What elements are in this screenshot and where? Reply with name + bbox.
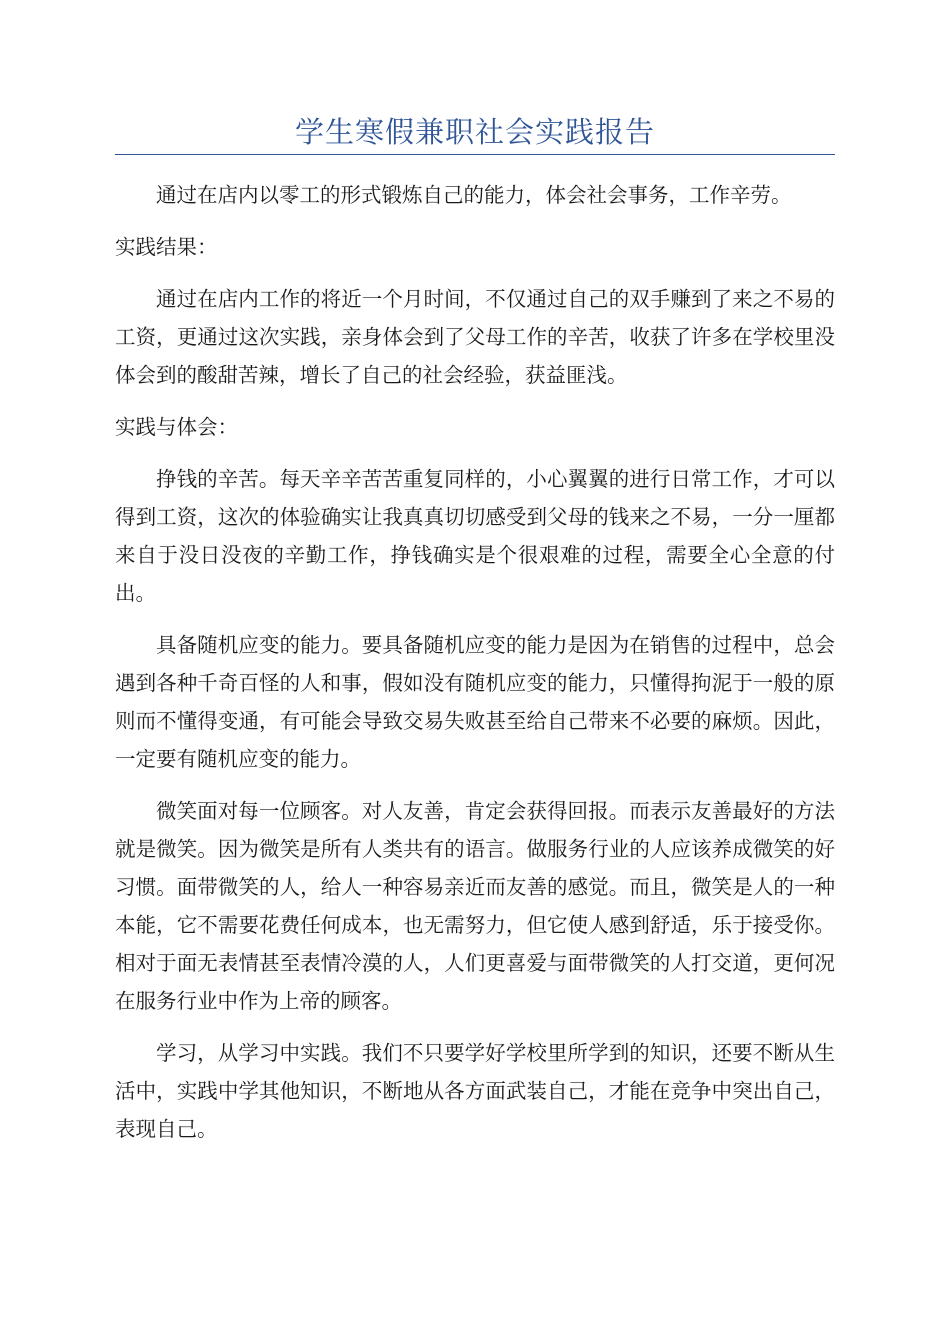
section-heading-experience: 实践与体会： xyxy=(115,415,238,439)
experience-paragraph-3: 微笑面对每一位顾客。对人友善，肯定会获得回报。而表示友善最好的方法就是微笑。因为微笑是所有人类共有的语言。做服务行业的人应该养成微笑的好习惯。面带微笑的人，给人一种容易亲近而友善的感觉。而且，微笑是人的一种本能，它不需要花费任何成本，也无需努力，但它使人感到舒适，乐于接受你。相对于面无表情甚至表情冷漠的人，人们更喜爱与面带微笑的人打交道，更何况在服务行业中作为上帝的顾客。 xyxy=(115,799,835,1013)
title-underline xyxy=(115,154,835,155)
section-heading-results: 实践结果： xyxy=(115,235,218,259)
experience-paragraph-2: 具备随机应变的能力。要具备随机应变的能力是因为在销售的过程中，总会遇到各种千奇百怪的人和事，假如没有随机应变的能力，只懂得拘泥于一般的原则而不懂得变通，有可能会导致交易失败甚至给自己带来不必要的麻烦。因此，一定要有随机应变的能力。 xyxy=(115,633,835,771)
document-body xyxy=(115,176,835,1162)
intro-paragraph: 通过在店内以零工的形式锻炼自己的能力，体会社会事务，工作辛劳。 xyxy=(156,183,792,207)
results-paragraph: 通过在店内工作的将近一个月时间，不仅通过自己的双手赚到了来之不易的工资，更通过这次实践，亲身体会到了父母工作的辛苦，收获了许多在学校里没体会到的酸甜苦辣，增长了自己的社会经验，获益匪浅。 xyxy=(115,287,835,387)
experience-paragraph-1: 挣钱的辛苦。每天辛辛苦苦重复同样的，小心翼翼的进行日常工作，才可以得到工资，这次的体验确实让我真真切切感受到父母的钱来之不易，一分一厘都来自于没日没夜的辛勤工作，挣钱确实是个很艰难的过程，需要全心全意的付出。 xyxy=(115,467,835,605)
page-title: 学生寒假兼职社会实践报告 xyxy=(294,115,655,149)
experience-paragraph-4: 学习，从学习中实践。我们不只要学好学校里所学到的知识，还要不断从生活中，实践中学其他知识，不断地从各方面武装自己，才能在竞争中突出自己，表现自己。 xyxy=(115,1041,835,1141)
